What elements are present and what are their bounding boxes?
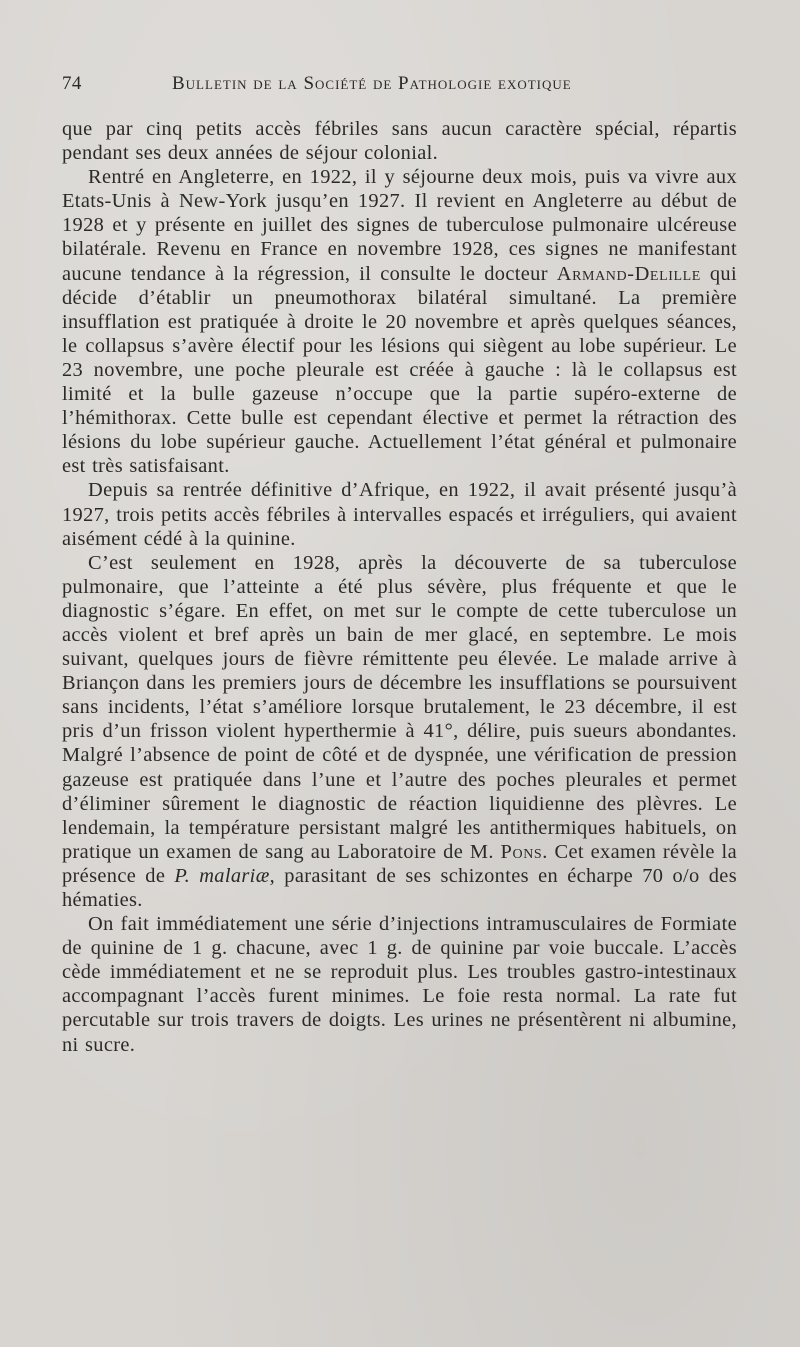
paragraph-text: C’est seulement en 1928, après la découverte de sa tuberculose pulmonaire, que l’atteinte a été plus sévère, plus fréquente et que le diagnostic s’égare. En effet, on met sur le compte de cette tuberculose un accès violent et bref après un bain de mer glacé, en septembre. Le mois suivant, quelques jours de fièvre rémittente peu élevée. Le malade arrive à Briançon dans les premiers jours de décembre les insufflations se poursuivent sans incidents, l’état s’améliore lorsque brutalement, le 23 décembre, il est pris d’un frisson violent hyperthermie à 41°, délire, puis sueurs abondantes. Malgré l’absence de point de côté et de dyspnée, une vérification de pression gazeuse est pratiquée dans l’une et l’autre des poches pleurales et permet d’éliminer sûrement le diagnostic de réaction liquidienne des plèvres. Le lendemain, la température persistant malgré les antithermiques habituels, on pratique un examen de sang au Laboratoire de M.: [62, 551, 737, 863]
paragraph-treatment: [62, 912, 737, 1057]
paragraph-text: que par cinq petits accès fébriles sans aucun caractère spécial, répartis pendant ses deux années de séjour colonial.: [62, 118, 737, 165]
article-body: [62, 117, 737, 1057]
paragraph-england-usa: [62, 165, 737, 478]
paragraph-africa-return: [62, 478, 737, 550]
author-name-pons: Pons: [500, 840, 543, 863]
journal-title: Bulletin de la Société de Pathologie exotique: [172, 73, 572, 94]
running-head: [62, 73, 742, 103]
page-number: 74: [62, 73, 82, 94]
species-name: P. malariæ: [174, 864, 270, 887]
paragraph-1928-diagnosis: [62, 551, 737, 912]
paragraph-text: . Cet examen révèle la présence de: [62, 840, 737, 887]
author-name-armand-delille: Armand-Delille: [556, 262, 701, 285]
paragraph-continued: [62, 117, 737, 165]
paragraph-text: Rentré en Angleterre, en 1922, il y séjourne deux mois, puis va vivre aux Etats-Unis à New-York jusqu’en 1927. Il revient en Angleterre au début de 1928 et y présente en juillet des signes de tuberculose pulmonaire ulcéreuse bilatérale. Revenu en France en novembre 1928, ces signes ne manifestant aucune tendance à la régression, il consulte le docteur: [62, 166, 737, 285]
paragraph-text: On fait immédiatement une série d’injections intramusculaires de Formiate de quinine de 1 g. chacune, avec 1 g. de quinine par voie buccale. L’accès cède immédiatement et ne se reproduit plus. Les troubles gastro-intestinaux accompagnant l’accès furent minimes. Le foie resta normal. La rate fut percutable sur trois travers de doigts. Les urines ne présentèrent ni albumine, ni sucre.: [62, 913, 737, 1056]
paragraph-text: , parasitant de ses schizontes en écharpe 70 o/o des hématies.: [62, 864, 737, 911]
paragraph-text: Depuis sa rentrée définitive d’Afrique, en 1922, il avait présenté jusqu’à 1927, trois petits accès fébriles à intervalles espacés et irréguliers, qui avaient aisément cédé à la quinine.: [62, 479, 737, 550]
paragraph-text: qui décide d’établir un pneumothorax bilatéral simultané. La première insufflation est pratiquée à droite le 20 novembre et après quelques séances, le collapsus s’avère électif pour les lésions qui siègent au lobe supérieur. Le 23 novembre, une poche pleurale est créée à gauche : là le collapsus est limité et la bulle gazeuse n’occupe que la partie supéro-externe de l’hémithorax. Cette bulle est cependant élective et permet la rétraction des lésions du lobe supérieur gauche. Actuellement l’état général et pulmonaire est très satisfaisant.: [62, 262, 737, 478]
